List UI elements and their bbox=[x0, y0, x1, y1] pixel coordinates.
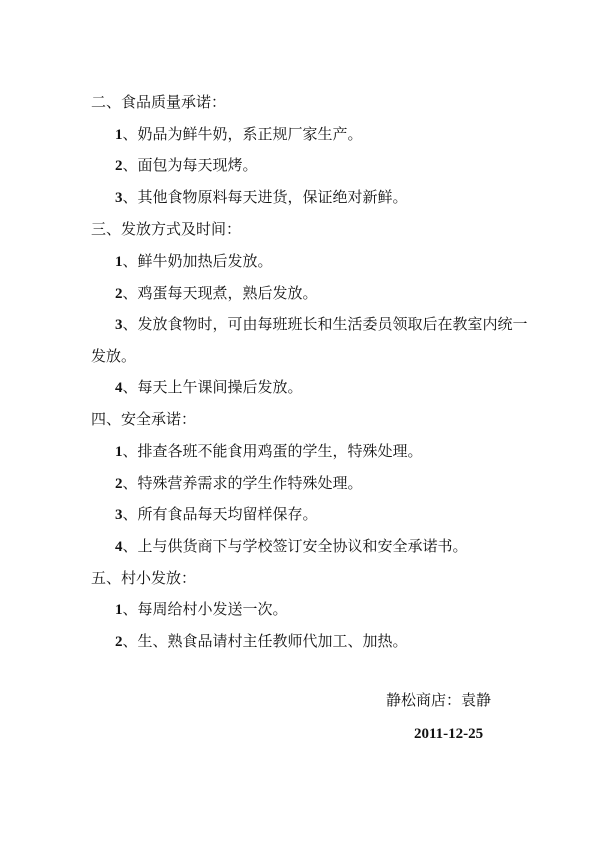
list-item bbox=[115, 536, 468, 557]
list-item bbox=[115, 283, 318, 304]
item-text: 、面包为每天现烤。 bbox=[122, 156, 258, 174]
item-text: 、鸡蛋每天现煮，熟后发放。 bbox=[122, 284, 318, 302]
list-item bbox=[115, 631, 408, 652]
section-heading: 二、食品质量承诺： bbox=[91, 93, 227, 111]
list-item bbox=[115, 504, 318, 525]
item-text: 、其他食物原料每天进货，保证绝对新鲜。 bbox=[122, 188, 408, 206]
list-item bbox=[115, 599, 288, 620]
item-number: 3 bbox=[115, 317, 123, 333]
item-number: 1 bbox=[115, 254, 123, 270]
item-number: 1 bbox=[115, 602, 123, 618]
list-item bbox=[115, 473, 363, 494]
section-heading: 三、发放方式及时间： bbox=[91, 220, 242, 238]
signature-name: 静松商店：袁静 bbox=[386, 691, 492, 709]
item-number: 1 bbox=[115, 127, 123, 143]
list-item bbox=[115, 155, 258, 176]
signature-date: 2011-12-25 bbox=[414, 726, 484, 742]
item-number: 4 bbox=[115, 380, 123, 396]
item-number: 3 bbox=[115, 507, 123, 523]
item-text: 、特殊营养需求的学生作特殊处理。 bbox=[122, 474, 363, 492]
list-item bbox=[115, 187, 408, 208]
section-heading: 四、安全承诺： bbox=[91, 410, 197, 428]
item-text: 、奶品为鲜牛奶，系正规厂家生产。 bbox=[122, 125, 363, 143]
item-number: 2 bbox=[115, 286, 123, 302]
item-number: 2 bbox=[115, 634, 123, 650]
item-text: 、生、熟食品请村主任教师代加工、加热。 bbox=[122, 632, 408, 650]
item-number: 2 bbox=[115, 476, 123, 492]
list-item bbox=[115, 314, 528, 335]
item-text: 、每天上午课间操后发放。 bbox=[122, 378, 303, 396]
item-text: 、鲜牛奶加热后发放。 bbox=[122, 252, 273, 270]
item-number: 2 bbox=[115, 158, 123, 174]
list-item bbox=[115, 441, 423, 462]
item-text: 、发放食物时，可由每班班长和生活委员领取后在教室内统一 bbox=[122, 315, 528, 333]
item-continuation: 发放。 bbox=[91, 347, 137, 365]
list-item bbox=[115, 251, 273, 272]
list-item bbox=[115, 377, 303, 398]
list-item bbox=[115, 124, 363, 145]
item-number: 4 bbox=[115, 539, 123, 555]
item-text: 、所有食品每天均留样保存。 bbox=[122, 505, 318, 523]
section-heading: 五、村小发放： bbox=[91, 569, 197, 587]
item-text: 、上与供货商下与学校签订安全协议和安全承诺书。 bbox=[122, 537, 468, 555]
item-text: 、排查各班不能食用鸡蛋的学生，特殊处理。 bbox=[122, 442, 423, 460]
item-text: 、每周给村小发送一次。 bbox=[122, 600, 288, 618]
item-number: 3 bbox=[115, 190, 123, 206]
item-number: 1 bbox=[115, 444, 123, 460]
